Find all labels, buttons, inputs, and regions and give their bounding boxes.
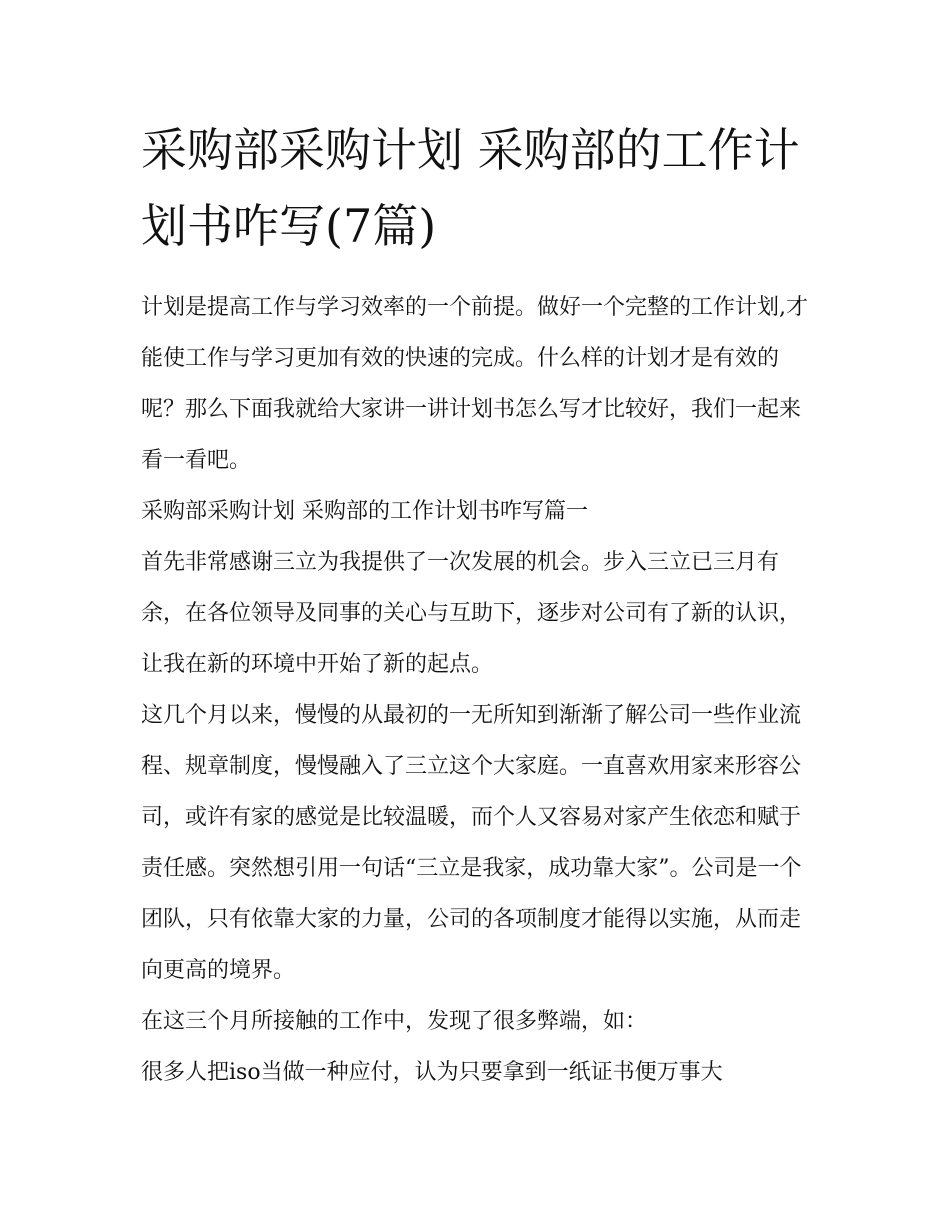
body-paragraph: 首先非常感谢三立为我提供了一次发展的机会。步入三立已三月有余，在各位领导及同事的关心与互助下，逐步对公司有了新的认识，让我在新的环境中开始了新的起点。: [141, 550, 802, 677]
body-paragraph: 这几个月以来，慢慢的从最初的一无所知到渐渐了解公司一些作业流程、规章制度，慢慢融入了三立这个大家庭。一直喜欢用家来形容公司，或许有家的感觉是比较温暖，而个人又容易对家产生依恋和赋于责任感。突然想引用一句话“三立是我家，成功靠大家”。公司是一个团队，只有依靠大家的力量，公司的各项制度才能得以实施，从而走向更高的境界。: [141, 703, 802, 983]
body-paragraph: 在这三个月所接触的工作中，发现了很多弊端，如：: [141, 1009, 648, 1034]
section-heading: 采购部采购计划 采购部的工作计划书咋写篇一: [141, 499, 588, 524]
document-page: [141, 112, 813, 1098]
body-paragraph: 很多人把iso当做一种应付，认为只要拿到一纸证书便万事大: [141, 1060, 723, 1085]
intro-paragraph: 计划是提高工作与学习效率的一个前提。做好一个完整的工作计划,才能使工作与学习更加有效的快速的完成。什么样的计划才是有效的呢？那么下面我就给大家讲一讲计划书怎么写才比较好，我们一起来看一看吧。: [141, 295, 808, 473]
document-title: 采购部采购计划 采购部的工作计划书咋写(7篇): [141, 123, 800, 253]
